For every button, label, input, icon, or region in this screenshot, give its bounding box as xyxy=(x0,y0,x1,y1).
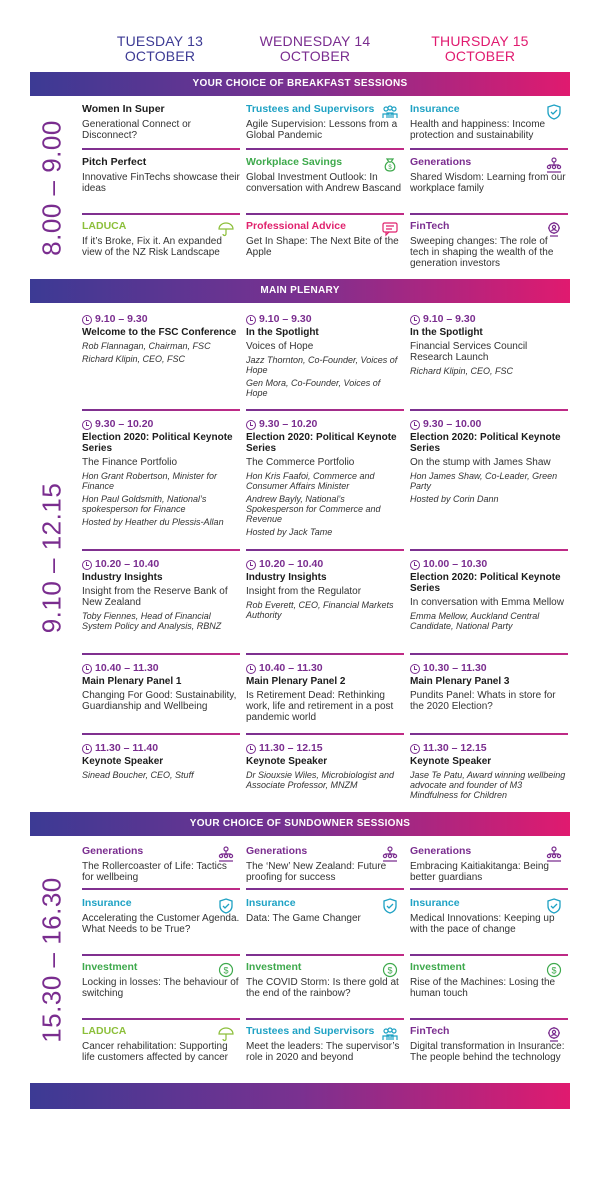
people-icon xyxy=(382,104,398,120)
plenary-card xyxy=(246,663,404,726)
session-category: Generations xyxy=(82,845,144,857)
svg-text:$: $ xyxy=(551,965,557,976)
session-title: In the Spotlight xyxy=(410,327,483,338)
clock-icon xyxy=(410,664,420,674)
plenary-card xyxy=(246,559,404,623)
day-header-tuesday: TUESDAY 13 OCTOBER xyxy=(116,33,204,64)
plenary-card xyxy=(246,314,404,401)
speaker: Dr Siouxsie Wiles, Microbiologist and Associate Professor, MNZM xyxy=(246,770,394,790)
session-title: Election 2020: Political Keynote Series xyxy=(410,572,561,594)
row-divider xyxy=(246,954,404,956)
session-card xyxy=(82,104,240,141)
session-card xyxy=(246,104,404,141)
row-divider xyxy=(246,653,404,655)
row-divider xyxy=(410,653,568,655)
umbrella-icon xyxy=(218,1026,234,1042)
family-tree-icon xyxy=(546,846,562,862)
clock-icon xyxy=(82,420,92,430)
session-title: Locking in losses: The behaviour of switching xyxy=(82,977,239,999)
session-category: Women In Super xyxy=(82,103,165,115)
session-time xyxy=(410,663,568,674)
session-category: Professional Advice xyxy=(246,220,346,232)
session-category: Investment xyxy=(82,961,138,973)
session-title: Get In Shape: The Next Bite of the Apple xyxy=(246,236,399,258)
row-divider xyxy=(82,549,240,551)
time-text: 11.30 – 12.15 xyxy=(423,742,487,754)
speaker: Richard Klipin, CEO, FSC xyxy=(410,366,514,376)
time-label-plenary: 9.10 – 12.15 xyxy=(36,482,67,633)
session-card xyxy=(246,221,404,258)
row-divider xyxy=(82,213,240,215)
row-divider xyxy=(246,733,404,735)
time-text: 11.30 – 11.40 xyxy=(95,742,159,754)
clock-icon xyxy=(82,744,92,754)
session-category: Generations xyxy=(410,156,472,168)
plenary-card xyxy=(82,419,240,530)
row-divider xyxy=(410,148,568,150)
time-label-breakfast: 8.00 – 9.00 xyxy=(36,119,67,256)
session-subtitle: Pundits Panel: Whats in store for the 2020 Election? xyxy=(410,690,556,712)
time-text: 10.40 – 11.30 xyxy=(95,662,159,674)
time-text: 9.10 – 9.30 xyxy=(423,313,476,325)
svg-text:$: $ xyxy=(387,965,393,976)
session-title: Sweeping changes: The role of tech in shaping the wealth of the generation investors xyxy=(410,236,554,269)
row-divider xyxy=(246,888,404,890)
session-time xyxy=(82,663,240,674)
session-category: Insurance xyxy=(246,897,296,909)
session-card xyxy=(410,104,568,141)
session-card xyxy=(410,221,568,269)
svg-text:$: $ xyxy=(388,165,392,171)
family-tree-icon xyxy=(546,157,562,173)
gear-person-icon xyxy=(546,221,562,237)
session-category: Investment xyxy=(246,961,302,973)
session-title: Generational Connect or Disconnect? xyxy=(82,119,191,141)
session-card xyxy=(246,1026,404,1063)
session-title: Industry Insights xyxy=(82,572,163,583)
session-time xyxy=(246,559,404,570)
session-category: LADUCA xyxy=(82,220,127,232)
row-divider xyxy=(410,1018,568,1020)
session-title: Health and happiness: Income protection and sustainability xyxy=(410,119,546,141)
session-category: Trustees and Supervisors xyxy=(246,1025,375,1037)
session-card xyxy=(410,962,568,999)
speaker: Rob Flannagan, Chairman, FSC xyxy=(82,341,211,351)
row-divider xyxy=(410,888,568,890)
session-category: Investment xyxy=(410,961,466,973)
shield-check-icon xyxy=(546,898,562,914)
plenary-card xyxy=(246,419,404,540)
footer-bar xyxy=(30,1083,570,1109)
session-title: Meet the leaders: The supervisor’s role in 2020 and beyond xyxy=(246,1041,400,1063)
session-subtitle: Changing For Good: Sustainability, Guardianship and Wellbeing xyxy=(82,690,237,712)
speaker: Andrew Bayly, National’s Spokesperson for Commerce and Revenue xyxy=(246,494,381,524)
session-time xyxy=(246,743,404,754)
session-title: Accelerating the Customer Agenda. What Needs to be True? xyxy=(82,913,240,935)
plenary-card xyxy=(246,743,404,793)
session-title: The ‘New’ New Zealand: Future proofing for success xyxy=(246,861,387,883)
row-divider xyxy=(82,954,240,956)
speaker: Richard Klipin, CEO, FSC xyxy=(82,354,186,364)
row-divider xyxy=(410,409,568,411)
session-title: If it’s Broke, Fix it. An expanded view of the NZ Risk Landscape xyxy=(82,236,222,258)
umbrella-icon xyxy=(218,221,234,237)
session-card xyxy=(410,157,568,194)
session-subtitle: Insight from the Regulator xyxy=(246,586,362,597)
row-divider xyxy=(410,213,568,215)
row-divider xyxy=(82,653,240,655)
session-title: Election 2020: Political Keynote Series xyxy=(246,432,397,454)
clock-icon xyxy=(410,420,420,430)
row-divider xyxy=(82,888,240,890)
time-text: 9.30 – 10.00 xyxy=(423,418,482,430)
session-category: FinTech xyxy=(410,1025,450,1037)
session-card xyxy=(82,157,240,194)
row-divider xyxy=(246,148,404,150)
session-time xyxy=(82,743,240,754)
session-subtitle: In conversation with Emma Mellow xyxy=(410,597,564,608)
clock-icon xyxy=(82,315,92,325)
day-header-thursday: THURSDAY 15 OCTOBER xyxy=(431,33,529,64)
session-subtitle: Insight from the Reserve Bank of New Zealand xyxy=(82,586,228,608)
speaker: Hosted by Corin Dann xyxy=(410,494,499,504)
session-time xyxy=(82,419,240,430)
svg-text:$: $ xyxy=(223,965,229,976)
chat-bubble-icon xyxy=(382,221,398,237)
people-icon xyxy=(382,1026,398,1042)
session-card xyxy=(410,1026,568,1063)
speaker: Jazz Thornton, Co-Founder, Voices of Hope xyxy=(246,355,398,375)
row-divider xyxy=(410,954,568,956)
time-text: 10.20 – 10.40 xyxy=(95,558,160,570)
clock-icon xyxy=(246,744,256,754)
time-text: 11.30 – 12.15 xyxy=(259,742,323,754)
family-tree-icon xyxy=(382,846,398,862)
plenary-card xyxy=(410,743,568,803)
session-card xyxy=(246,157,404,194)
time-text: 10.00 – 10.30 xyxy=(423,558,488,570)
session-category: Trustees and Supervisors xyxy=(246,103,375,115)
session-subtitle: The Finance Portfolio xyxy=(82,457,178,468)
session-title: Shared Wisdom: Learning from our workplace family xyxy=(410,172,566,194)
money-bag-icon xyxy=(382,157,398,173)
plenary-card xyxy=(410,419,568,507)
session-card xyxy=(82,962,240,999)
session-title: Medical Innovations: Keeping up with the pace of change xyxy=(410,913,555,935)
session-category: Generations xyxy=(410,845,472,857)
session-title: Election 2020: Political Keynote Series xyxy=(82,432,233,454)
speaker: Emma Mellow, Auckland Central Candidate, National Party xyxy=(410,611,540,631)
plenary-card xyxy=(410,559,568,634)
plenary-card xyxy=(82,663,240,715)
time-text: 10.40 – 11.30 xyxy=(259,662,323,674)
session-title: Digital transformation in Insurance: The people behind the technology xyxy=(410,1041,565,1063)
session-time xyxy=(246,663,404,674)
session-title: Keynote Speaker xyxy=(410,756,492,767)
session-time xyxy=(82,314,240,325)
session-title: Main Plenary Panel 3 xyxy=(410,676,510,687)
session-card xyxy=(246,898,404,924)
session-title: Main Plenary Panel 2 xyxy=(246,676,346,687)
session-subtitle: On the stump with James Shaw xyxy=(410,457,551,468)
session-category: LADUCA xyxy=(82,1025,127,1037)
session-category: Insurance xyxy=(82,897,132,909)
session-title: Industry Insights xyxy=(246,572,327,583)
speaker: Hosted by Heather du Plessis-Allan xyxy=(82,517,224,527)
session-category: FinTech xyxy=(410,220,450,232)
row-divider xyxy=(82,409,240,411)
row-divider xyxy=(82,1018,240,1020)
session-title: Keynote Speaker xyxy=(82,756,164,767)
clock-icon xyxy=(410,744,420,754)
session-time xyxy=(410,419,568,430)
speaker: Hon James Shaw, Co-Leader, Green Party xyxy=(410,471,558,491)
time-text: 10.30 – 11.30 xyxy=(423,662,487,674)
plenary-card xyxy=(82,743,240,783)
session-card xyxy=(82,221,240,258)
speaker: Hosted by Jack Tame xyxy=(246,527,333,537)
session-title: The Rollercoaster of Life: Tactics for wellbeing xyxy=(82,861,227,883)
session-card xyxy=(246,846,404,883)
clock-icon xyxy=(82,560,92,570)
session-title: In the Spotlight xyxy=(246,327,319,338)
session-title: Keynote Speaker xyxy=(246,756,328,767)
dollar-coin-icon xyxy=(546,962,562,978)
plenary-card xyxy=(410,663,568,715)
day-header-wednesday: WEDNESDAY 14 OCTOBER xyxy=(259,33,371,64)
speaker: Hon Paul Goldsmith, National’s spokesperson for Finance xyxy=(82,494,207,514)
dollar-coin-icon xyxy=(382,962,398,978)
speaker: Gen Mora, Co-Founder, Voices of Hope xyxy=(246,378,381,398)
session-time xyxy=(246,419,404,430)
session-time xyxy=(82,559,240,570)
speaker: Rob Everett, CEO, Financial Markets Authority xyxy=(246,600,394,620)
speaker: Jase Te Patu, Award winning wellbeing advocate and founder of M3 Mindfulness for Children xyxy=(410,770,566,800)
time-text: 9.30 – 10.20 xyxy=(95,418,154,430)
session-title: Election 2020: Political Keynote Series xyxy=(410,432,561,454)
session-title: Welcome to the FSC Conference xyxy=(82,327,237,338)
clock-icon xyxy=(246,315,256,325)
shield-check-icon xyxy=(382,898,398,914)
session-title: Rise of the Machines: Losing the human touch xyxy=(410,977,556,999)
shield-check-icon xyxy=(546,104,562,120)
row-divider xyxy=(246,549,404,551)
session-title: Data: The Game Changer xyxy=(246,913,361,924)
plenary-band: MAIN PLENARY xyxy=(30,279,570,303)
row-divider xyxy=(246,1018,404,1020)
row-divider xyxy=(246,409,404,411)
session-time xyxy=(410,314,568,325)
session-subtitle: Is Retirement Dead: Rethinking work, life and retirement in a post pandemic world xyxy=(246,690,394,723)
plenary-card xyxy=(82,559,240,634)
speaker: Hon Grant Robertson, Minister for Finance xyxy=(82,471,218,491)
clock-icon xyxy=(410,560,420,570)
speaker: Hon Kris Faafoi, Commerce and Consumer Affairs Minister xyxy=(246,471,375,491)
session-category: Insurance xyxy=(410,103,460,115)
gear-person-icon xyxy=(546,1026,562,1042)
session-time xyxy=(410,743,568,754)
session-title: Main Plenary Panel 1 xyxy=(82,676,182,687)
time-text: 9.10 – 9.30 xyxy=(95,313,148,325)
session-category: Pitch Perfect xyxy=(82,156,147,168)
row-divider xyxy=(410,549,568,551)
session-title: Global Investment Outlook: In conversation with Andrew Bascand xyxy=(246,172,402,194)
time-label-sundowner: 15.30 – 16.30 xyxy=(36,876,67,1043)
row-divider xyxy=(246,213,404,215)
clock-icon xyxy=(410,315,420,325)
session-card xyxy=(246,962,404,999)
session-card xyxy=(410,898,568,935)
session-title: Agile Supervision: Lessons from a Global Pandemic xyxy=(246,119,398,141)
session-title: The COVID Storm: Is there gold at the end of the rainbow? xyxy=(246,977,399,999)
session-subtitle: Voices of Hope xyxy=(246,341,314,352)
clock-icon xyxy=(246,664,256,674)
breakfast-band: YOUR CHOICE OF BREAKFAST SESSIONS xyxy=(30,72,570,96)
row-divider xyxy=(82,733,240,735)
session-category: Insurance xyxy=(410,897,460,909)
plenary-card xyxy=(82,314,240,367)
session-time xyxy=(410,559,568,570)
clock-icon xyxy=(246,420,256,430)
family-tree-icon xyxy=(218,846,234,862)
session-subtitle: Financial Services Council Research Launch xyxy=(410,341,528,363)
session-card xyxy=(82,846,240,883)
session-category: Workplace Savings xyxy=(246,156,343,168)
row-divider xyxy=(82,148,240,150)
row-divider xyxy=(410,733,568,735)
sundowner-band: YOUR CHOICE OF SUNDOWNER SESSIONS xyxy=(30,812,570,836)
time-text: 9.10 – 9.30 xyxy=(259,313,312,325)
clock-icon xyxy=(246,560,256,570)
session-subtitle: The Commerce Portfolio xyxy=(246,457,355,468)
session-title: Cancer rehabilitation: Supporting life customers affected by cancer xyxy=(82,1041,228,1063)
shield-check-icon xyxy=(218,898,234,914)
time-text: 9.30 – 10.20 xyxy=(259,418,318,430)
time-text: 10.20 – 10.40 xyxy=(259,558,324,570)
clock-icon xyxy=(82,664,92,674)
plenary-card xyxy=(410,314,568,379)
session-card xyxy=(410,846,568,883)
session-title: Embracing Kaitiakitanga: Being better guardians xyxy=(410,861,549,883)
session-time xyxy=(246,314,404,325)
session-card xyxy=(82,898,240,935)
session-card xyxy=(82,1026,240,1063)
dollar-coin-icon xyxy=(218,962,234,978)
speaker: Sinead Boucher, CEO, Stuff xyxy=(82,770,194,780)
session-category: Generations xyxy=(246,845,308,857)
speaker: Toby Fiennes, Head of Financial System Policy and Analysis, RBNZ xyxy=(82,611,222,631)
session-title: Innovative FinTechs showcase their ideas xyxy=(82,172,240,194)
